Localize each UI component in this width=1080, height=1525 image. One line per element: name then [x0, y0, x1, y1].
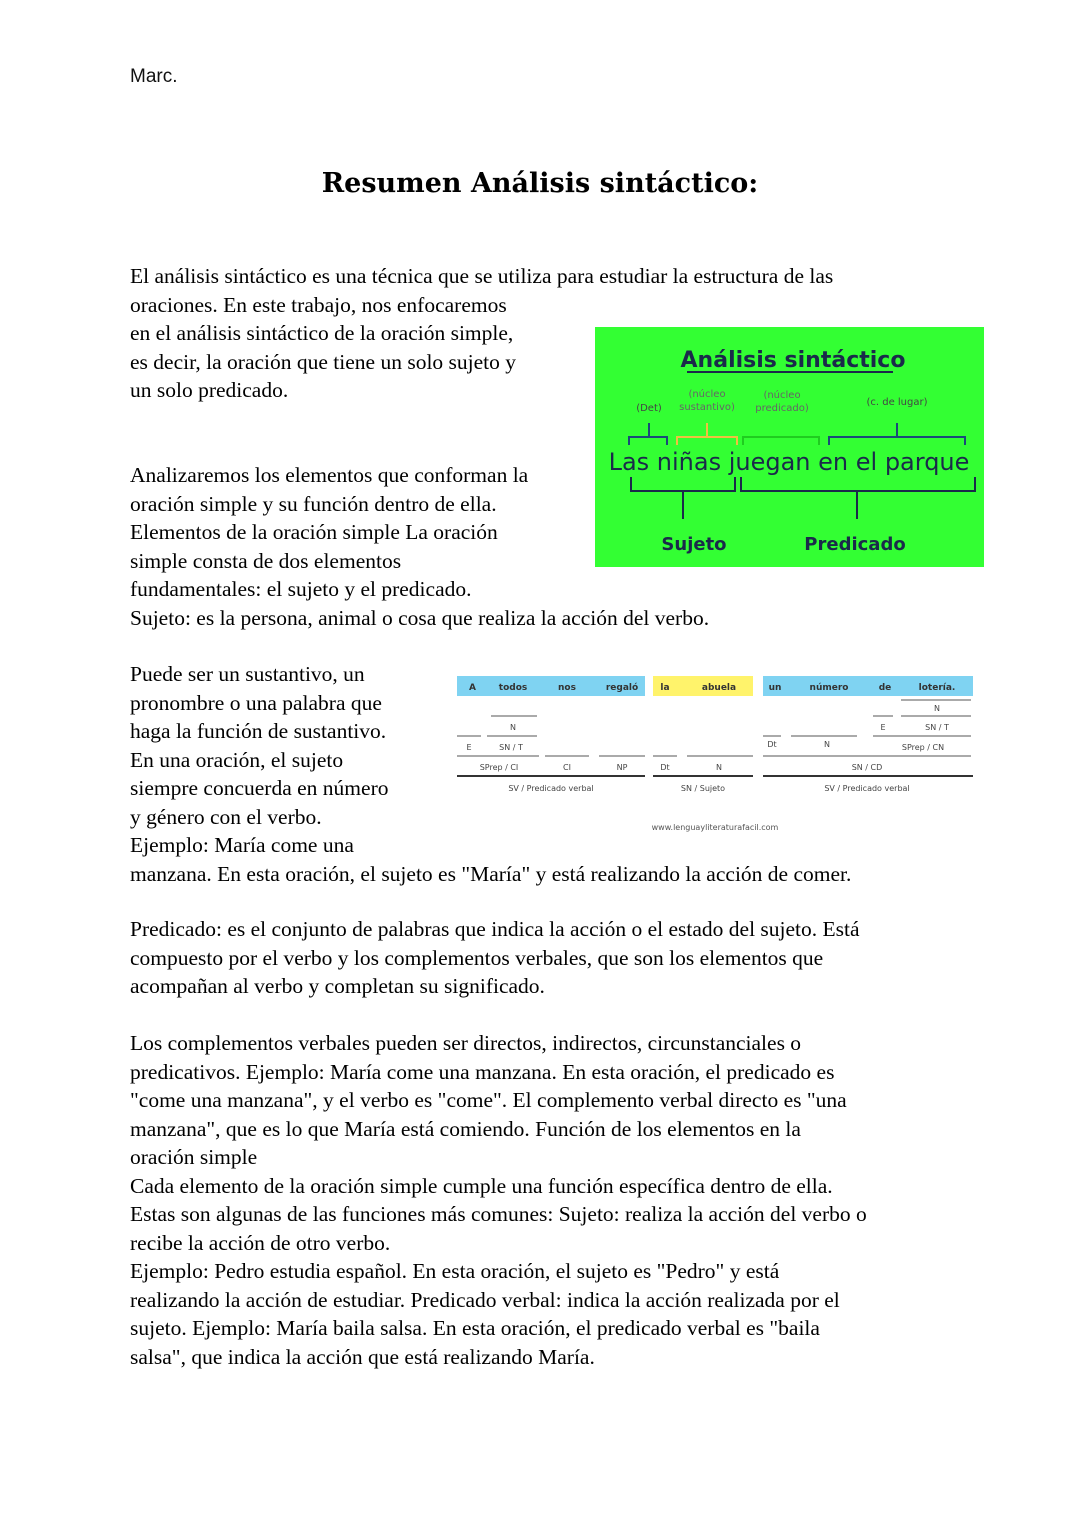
syntax-table-image: [447, 668, 987, 840]
label-sprep-cn: SPrep / CN: [901, 743, 945, 752]
label-sn-t: SN / T: [499, 743, 523, 752]
tree-labels: [466, 704, 949, 793]
label-lugar: (c. de lugar): [866, 397, 928, 408]
word-a: A: [469, 683, 476, 693]
author-name: Marc.: [130, 66, 178, 87]
tree-lines: [457, 700, 971, 756]
label-sn-cd: SN / CD: [851, 763, 883, 772]
label-nucleo-pred-1: (núcleo: [763, 390, 801, 401]
label-n: N: [510, 723, 516, 732]
label-nucleo-pred-2: predicado): [755, 403, 809, 414]
diagram-sentence: Las niñas juegan en el parque: [608, 448, 970, 476]
text-line: oración simple: [130, 1145, 258, 1169]
word-un: un: [768, 683, 782, 693]
label-dt: Dt: [767, 740, 777, 749]
label-n: N: [934, 704, 940, 713]
paragraph-predicado: [130, 915, 860, 1001]
label-np: NP: [616, 763, 628, 772]
text-line: compuesto por el verbo y los complementos verbales, que son los elementos que: [130, 945, 824, 970]
text-line: Ejemplo: Pedro estudia español. En esta oración, el sujeto es "Pedro" y está: [130, 1259, 780, 1283]
label-sprep-ci: SPrep / CI: [479, 763, 519, 772]
label-sv-predicado: SV / Predicado verbal: [824, 784, 910, 793]
text-line: Los complementos verbales pueden ser directos, indirectos, circunstanciales o: [130, 1031, 802, 1055]
label-sn-t: SN / T: [925, 723, 949, 732]
word-abuela: abuela: [701, 683, 737, 693]
word-regalo: regaló: [605, 683, 639, 693]
label-e: E: [466, 743, 472, 752]
text-line: en el análisis sintáctico de la oración simple,: [130, 321, 514, 345]
text-line: recibe la acción de otro verbo.: [130, 1230, 391, 1255]
text-line: En una oración, el sujeto: [130, 747, 344, 772]
text-line: Elementos de la oración simple La oración: [130, 520, 498, 544]
text-line: Estas son algunas de las funciones más comunes: Sujeto: realiza la acción del verbo o: [130, 1202, 867, 1226]
text-line: Analizaremos los elementos que conforman la: [130, 463, 529, 487]
text-line: y género con el verbo.: [130, 804, 322, 829]
word-de: de: [878, 683, 892, 693]
text-line: salsa", que indica la acción que está realizando María.: [130, 1344, 595, 1369]
label-det: (Det): [636, 403, 662, 414]
word-nos: nos: [558, 683, 576, 693]
diagram-sujeto-label: Sujeto: [661, 534, 727, 555]
label-n: N: [716, 763, 722, 772]
diagram-title: Análisis sintáctico: [680, 348, 906, 373]
label-e: E: [880, 723, 886, 732]
word-la: la: [660, 683, 670, 693]
paragraph-complementos: [130, 1029, 867, 1371]
text-line: un solo predicado.: [130, 378, 289, 402]
text-line: Cada elemento de la oración simple cumple una función específica dentro de ella.: [130, 1173, 833, 1198]
text-line: es decir, la oración que tiene un solo sujeto y: [130, 349, 517, 374]
text-line: realizando la acción de estudiar. Predicado verbal: indica la acción realizada por el: [130, 1287, 840, 1312]
text-line: sujeto. Ejemplo: María baila salsa. En esta oración, el predicado verbal es "baila: [130, 1316, 820, 1340]
word-todos: todos: [498, 683, 528, 693]
text-line: oración simple y su función dentro de ella.: [130, 491, 497, 516]
text-line: haga la función de sustantivo.: [130, 719, 387, 743]
text-line: manzana. En esta oración, el sujeto es "María" y está realizando la acción de comer.: [130, 861, 852, 886]
text-line: simple consta de dos elementos: [130, 548, 402, 573]
text-line: Sujeto: es la persona, animal o cosa que realiza la acción del verbo.: [130, 605, 710, 630]
label-nucleo-sust-2: sustantivo): [679, 402, 735, 413]
text-line: predicativos. Ejemplo: María come una manzana. En esta oración, el predicado es: [130, 1059, 835, 1084]
label-sn-sujeto: SN / Sujeto: [680, 784, 726, 793]
text-line: manzana", que es lo que María está comiendo. Función de los elementos en la: [130, 1116, 801, 1141]
text-line: siempre concuerda en número: [130, 776, 389, 800]
syntax-diagram-svg: [595, 327, 984, 567]
text-line: Puede ser un sustantivo, un: [130, 662, 365, 686]
label-nucleo-sust-1: (núcleo: [688, 389, 726, 400]
text-line: fundamentales: el sujeto y el predicado.: [130, 577, 472, 601]
text-line: pronombre o una palabra que: [130, 690, 382, 715]
label-n: N: [824, 740, 830, 749]
label-sv-predicado: SV / Predicado verbal: [508, 784, 594, 793]
label-ci: CI: [563, 763, 571, 772]
text-line: El análisis sintáctico es una técnica que se utiliza para estudiar la estructura de las: [130, 264, 834, 288]
text-line: acompañan al verbo y completan su significado.: [130, 974, 545, 998]
diagram-predicado-label: Predicado: [804, 534, 906, 555]
syntax-table-svg: [447, 668, 987, 840]
text-line: Ejemplo: María come una: [130, 833, 354, 857]
text-line: oraciones. En este trabajo, nos enfocaremos: [130, 292, 507, 317]
source-url: www.lenguayliteraturafacil.com: [651, 823, 779, 832]
text-line: "come una manzana", y el verbo es "come". El complemento verbal directo es "una: [130, 1088, 847, 1112]
word-loteria: lotería.: [918, 683, 956, 693]
label-dt: Dt: [660, 763, 670, 772]
document-title: Resumen Análisis sintáctico:: [321, 168, 759, 199]
text-line: Predicado: es el conjunto de palabras que indica la acción o el estado del sujeto. Está: [130, 917, 860, 941]
syntax-diagram-image: [595, 327, 984, 567]
word-numero: número: [809, 683, 849, 693]
